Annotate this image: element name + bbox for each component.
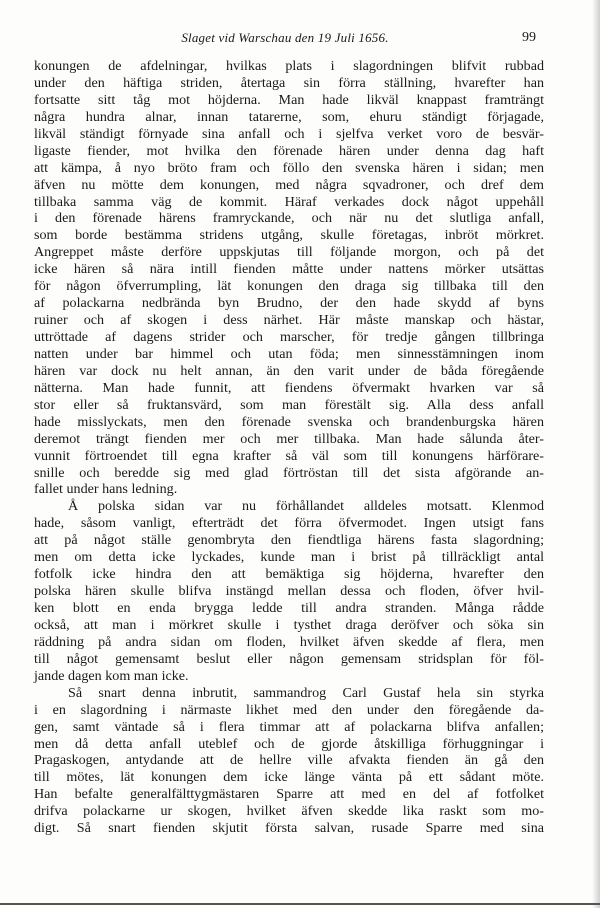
- text-line: hade, såsom vanligt, efterträdt det förra öfvermodet. Ingen utsigt fans: [34, 515, 544, 532]
- page-edge-shadow: [592, 0, 600, 908]
- text-line: deremot trängt fienden mer och mer tillbaka. Man hade sålunda åter-: [34, 430, 544, 447]
- text-line: till mötes, lät konungen dem icke länge vänta på ett sådant möte.: [34, 769, 544, 786]
- text-line: för någon öfverrumpling, lät konungen den draga sig tillbaka till den: [34, 278, 544, 295]
- text-line: fallet under hans ledning.: [34, 481, 178, 498]
- text-line: Angreppet måste derföre uppskjutas till följande morgon, och på det: [34, 244, 544, 261]
- text-line: gen, samt väntade så i flera timmar att af polackarna blifva anfallen;: [34, 718, 544, 735]
- text-line: hären var dock nu helt annan, än den varit under de båda föregående: [34, 362, 544, 379]
- text-line: ruiner och af skogen i dess närhet. Här måste manskap och hästar,: [34, 312, 544, 329]
- text-line: räddning på andra sidan om floden, hvilket äfven skedde af flera, men: [34, 633, 544, 650]
- text-line: fotfolk icke hindra den att bemäktiga sig höjderna, hvarefter den: [34, 566, 544, 583]
- bottom-rule: [0, 903, 600, 905]
- text-line: vunnit förtroendet till egna krafter så väl som till konungens härförare-: [34, 447, 544, 464]
- text-line: Han befalte generalfälttygmästaren Sparre att med en del af fotfolket: [34, 786, 544, 803]
- text-line: hade misslyckats, men den förenade svenska och brandenburgska hären: [34, 413, 544, 430]
- text-line: i den förenade härens framryckande, och när nu det slutliga anfall,: [34, 210, 544, 227]
- text-line: natten under bar himmel och utan föda; men sinnesstämningen inom: [34, 345, 544, 362]
- text-line: äfven nu mötte dem konungen, med några sqvadroner, och dref dem: [34, 176, 544, 193]
- text-line: fortsatte sitt tåg mot höjderna. Man hade likväl knappast framträngt: [34, 91, 544, 108]
- text-line: men om detta icke lyckades, kunde man i brist på tillräckligt antal: [34, 549, 544, 566]
- text-line: stor eller så fruktansvärd, som man förestält sig. Alla dess anfall: [34, 396, 544, 413]
- text-line: af polackarna nedbrända byn Brudno, der den hade skydd af byns: [34, 295, 544, 312]
- text-line: tillbaka samma väg de kommit. Häraf verkades dock något uppehåll: [34, 193, 544, 210]
- text-line: under den häftiga striden, återtaga sin förra ställning, hvarefter han: [34, 74, 544, 91]
- text-line: att på något ställe genombryta den fiendtliga härens fasta slagordning;: [34, 532, 544, 549]
- text-line: nätterna. Man hade funnit, att fiendens öfvermakt hvarken var så: [34, 379, 544, 396]
- text-line: några hundra alnar, innan tatarerne, som, ehuru ständigt förjagade,: [34, 108, 544, 125]
- text-line: ken blott en enda brygga ledde till andra stranden. Många rådde: [34, 600, 544, 616]
- text-line: som borde bestämma stridens utgång, skulle företagas, inbröt mörkret.: [34, 227, 544, 244]
- text-line: likväl ständigt förnyade sina anfall och i sjelfva verket voro de besvär-: [34, 125, 544, 142]
- text-line: Så snart denna inbrutit, sammandrog Carl Gustaf hela sin styrka: [68, 684, 544, 701]
- text-line: men då detta anfall uteblef och de gjorde åtskilliga förhuggningar i: [34, 735, 544, 752]
- running-title: Slaget vid Warschau den 19 Juli 1656.: [181, 30, 389, 45]
- text-line: uttröttade af dagens strider och marscher, för tredje gången tillbringa: [34, 329, 544, 345]
- text-line: till något gemensamt beslut eller någon gemensam stridsplan för föl-: [34, 650, 544, 667]
- text-line: polska hären skulle blifva instängd mellan dessa och floden, öfver hvil-: [34, 583, 544, 600]
- text-line: i en slagordning i närmaste likhet med den under den föregående da-: [34, 701, 544, 718]
- text-line: att kämpa, å nyo bröto fram och föllo den svenska hären i sidan; men: [34, 159, 544, 176]
- text-line: Å polska sidan var nu förhållandet alldeles motsatt. Klenmod: [68, 498, 544, 515]
- text-line: icke hären så nära intill fienden måtte under nattens mörker utsättas: [34, 261, 544, 278]
- text-line: konungen de afdelningar, hvilkas plats i slagordningen blifvit rubbad: [34, 58, 544, 74]
- text-line: Pragaskogen, antydande att de hellre ville afvakta fienden än gå den: [34, 752, 544, 769]
- text-line: digt. Så snart fienden skjutit första salvan, rusade Sparre med sina: [34, 820, 544, 837]
- page-number: 99: [522, 30, 536, 45]
- text-line: drifva polackarne ur skogen, hvilket äfven skedde lika raskt som mo-: [34, 803, 544, 820]
- page-header: [34, 30, 536, 50]
- text-line: snille och beredde sig med glad förtröstan till det sista afgörande an-: [34, 464, 544, 481]
- text-line: jande dagen kom man icke.: [34, 667, 189, 684]
- text-line: ligaste fiender, mot hvilka den förenade hären under denna dag haft: [34, 142, 544, 159]
- text-line: också, att man i mörkret skulle i tysthet draga deröfver och söka sin: [34, 616, 544, 633]
- body-text: [34, 58, 544, 837]
